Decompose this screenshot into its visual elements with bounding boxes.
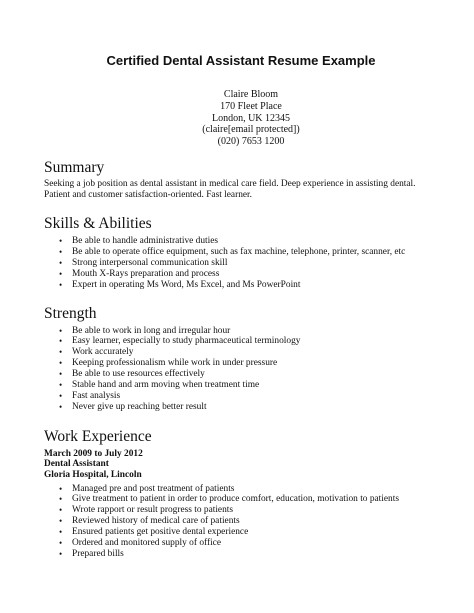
list-item (59, 505, 444, 516)
job-employer: Gloria Hospital, Lincoln (44, 469, 142, 480)
contact-block (44, 89, 444, 148)
list-item-text: Be able to use resources effectively (72, 369, 205, 380)
bullet-dot-icon: • (59, 358, 63, 369)
list-item-text: Give treatment to patient in order to produce comfort, education, motivation to patients (72, 494, 399, 505)
contact-phone: (020) 7653 1200 (217, 136, 285, 148)
list-item (59, 402, 444, 413)
list-item (59, 336, 444, 347)
bullet-dot-icon: • (59, 336, 63, 347)
bullet-dot-icon: • (59, 257, 63, 268)
summary-heading: Summary (44, 158, 105, 176)
bullet-dot-icon: • (59, 390, 63, 401)
bullet-dot-icon: • (59, 235, 63, 246)
list-item (59, 391, 444, 402)
strength-list (44, 326, 444, 413)
bullet-dot-icon: • (59, 268, 63, 279)
list-item (59, 549, 444, 560)
bullet-dot-icon: • (59, 401, 63, 412)
list-item (59, 516, 444, 527)
bullet-dot-icon: • (59, 380, 63, 391)
job-details (44, 449, 444, 481)
bullet-dot-icon: • (59, 527, 63, 538)
contact-name: Claire Bloom (223, 89, 279, 100)
list-item-text: Easy learner, especially to study pharmaceutical terminology (72, 336, 301, 347)
list-item-text: Ordered and monitored supply of office (72, 538, 222, 549)
list-item (59, 236, 444, 247)
list-item (59, 484, 444, 495)
bullet-dot-icon: • (59, 279, 63, 290)
bullet-dot-icon: • (59, 325, 63, 336)
list-item-text: Ensured patients get positive dental experience (72, 527, 249, 538)
list-item (59, 247, 444, 258)
list-item-text: Stable hand and arm moving when treatment time (72, 380, 260, 391)
list-item-text: Never give up reaching better result (72, 401, 207, 412)
bullet-dot-icon: • (59, 483, 63, 494)
bullet-dot-icon: • (59, 369, 63, 380)
list-item (59, 269, 444, 280)
bullet-dot-icon: • (59, 505, 63, 516)
list-item-text: Fast analysis (72, 390, 121, 401)
list-item (59, 494, 444, 505)
list-item-text: Be able to work in long and irregular hour (72, 325, 231, 336)
list-item (59, 258, 444, 269)
page-title: Certified Dental Assistant Resume Example (106, 53, 376, 68)
bullet-dot-icon: • (59, 347, 63, 358)
bullet-dot-icon: • (59, 538, 63, 549)
skills-list (44, 236, 444, 291)
work-duties-list (44, 484, 444, 560)
list-item-text: Strong interpersonal communication skill (72, 257, 228, 268)
list-item-text: Work accurately (72, 347, 134, 358)
strength-heading: Strength (44, 304, 97, 322)
list-item (59, 380, 444, 391)
list-item (59, 527, 444, 538)
work-heading: Work Experience (44, 427, 152, 445)
list-item (59, 326, 444, 337)
list-item (59, 369, 444, 380)
job-dates: March 2009 to July 2012 (44, 448, 143, 459)
bullet-dot-icon: • (59, 494, 63, 505)
list-item-text: Reviewed history of medical care of patients (72, 516, 240, 527)
bullet-dot-icon: • (59, 246, 63, 257)
list-item (59, 347, 444, 358)
contact-address: 170 Fleet Place (220, 100, 282, 112)
list-item-text: Be able to handle administrative duties (72, 235, 219, 246)
list-item-text: Wrote rapport or result progress to patients (72, 505, 234, 516)
list-item-text: Managed pre and post treatment of patients (72, 483, 235, 494)
list-item (59, 280, 444, 291)
list-item (59, 358, 444, 369)
summary-text: Seeking a job position as dental assistant in medical care field. Deep experience in assisting dental. Patient and customer satisfaction-oriented. Fast learner. (44, 178, 416, 200)
job-position: Dental Assistant (44, 459, 109, 470)
bullet-dot-icon: • (59, 548, 63, 559)
contact-city: London, UK 12345 (211, 112, 291, 124)
list-item-text: Mouth X-Rays preparation and process (72, 268, 220, 279)
skills-heading: Skills & Abilities (44, 214, 152, 232)
list-item-text: Be able to operate office equipment, such as fax machine, telephone, printer, scanner, etc (72, 246, 406, 257)
list-item-text: Expert in operating Ms Word, Ms Excel, and Ms PowerPoint (72, 279, 301, 290)
list-item-text: Keeping professionalism while work in under pressure (72, 358, 278, 369)
list-item-text: Prepared bills (72, 548, 124, 559)
contact-email: (claire[email protected]) (202, 124, 300, 136)
bullet-dot-icon: • (59, 516, 63, 527)
list-item (59, 538, 444, 549)
